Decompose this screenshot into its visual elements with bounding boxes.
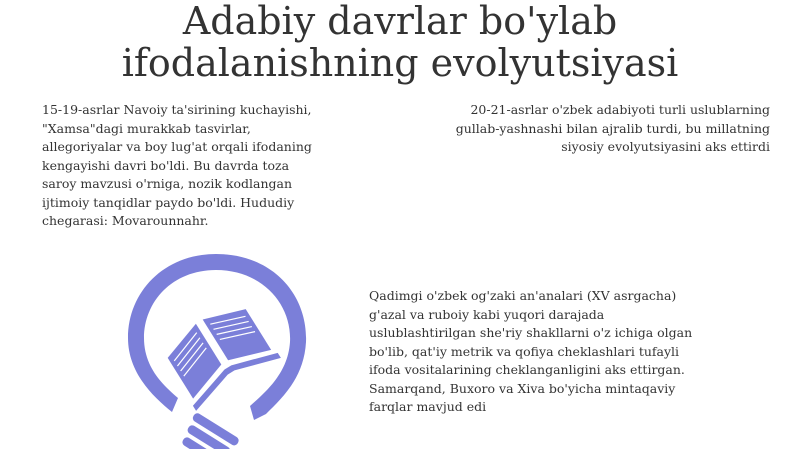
text-block-15-19-centuries: 15-19-asrlar Navoiy ta'sirining kuchayishi, "Xamsa"dagi murakkab tasvirlar, allegoriyalar va boy lug'at orqali ifodaning kengayishi davri bo'ldi. Bu davrda toza saroy mavzusi o'rniga, nozik kodlangan ijtimoiy tanqidlar paydo bo'ldi. Hududiy chegarasi: Movarounnahr. (42, 102, 312, 228)
title-line-2: ifodalanishning evolyutsiyasi (121, 41, 679, 85)
title-line-1: Adabiy davrlar bo'ylab (182, 0, 618, 43)
text-block-20-21-centuries: 20-21-asrlar o'zbek adabiyoti turli uslublarning gullab-yashnashi bilan ajralib turdi, bu millatning siyosiy evolyutsiyasini aks ettirdi (455, 102, 770, 154)
lightbulb-book-icon (116, 250, 316, 449)
page-title (0, 0, 800, 84)
text-block-ancient-oral-tradition: Qadimgi o'zbek og'zaki an'analari (XV asrgacha) g'azal va ruboiy kabi yuqori darajada uslublashtirilgan she'riy shakllarni o'z ichiga olgan bo'lib, qat'iy metrik va qofiya cheklashlari tufayli ifoda vositalarining cheklanganligini aks ettirgan. Samarqand, Buxoro va Xiva bo'yicha mintaqaviy farqlar mavjud edi (369, 288, 693, 414)
